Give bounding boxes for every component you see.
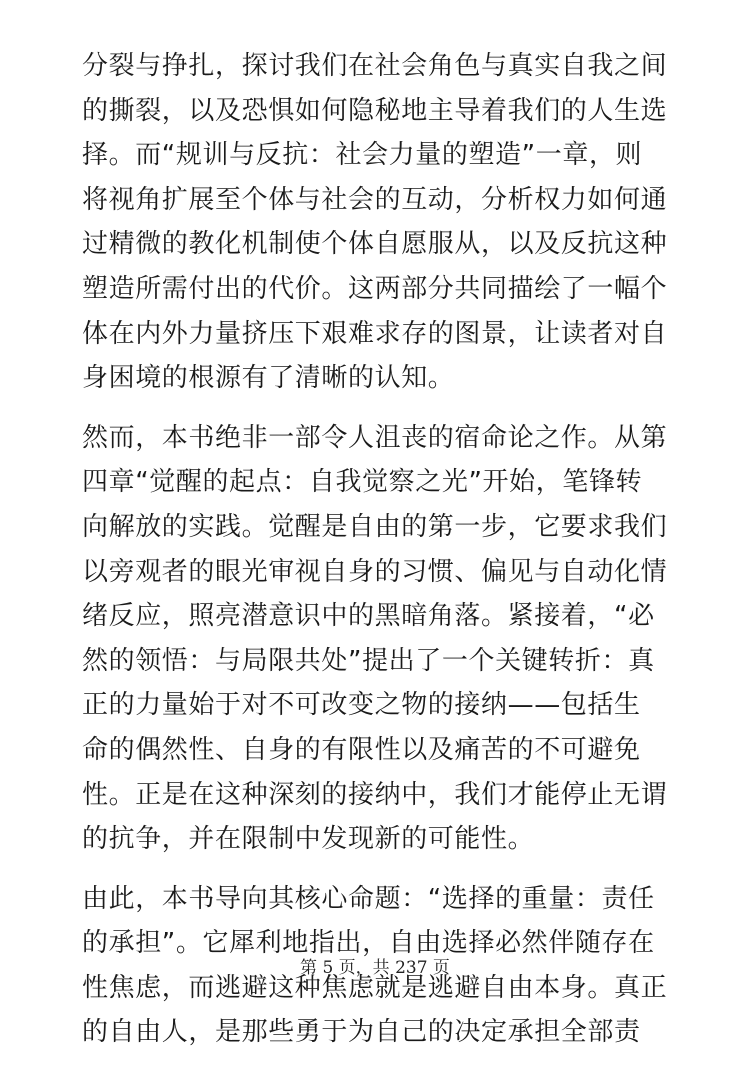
text-line: 择。而“规训与反抗：社会力量的塑造”一章，则 (82, 140, 643, 171)
text-line: 的承担”。它犀利地指出，自由选择必然伴随存在 (82, 928, 655, 959)
page-number-footer: 第 5 页，共 237 页 (300, 958, 450, 978)
text-line: 然的领悟：与局限共处”提出了一个关键转折：真 (82, 645, 655, 676)
text-line: 性焦虑，而逃避这种焦虑就是逃避自由本身。真正 (82, 972, 668, 1003)
paragraph-1 (82, 44, 672, 401)
text-line: 分裂与挣扎，探讨我们在社会角色与真实自我之间 (82, 51, 668, 81)
text-line: 过精微的教化机制使个体自愿服从，以及反抗这种 (82, 229, 668, 260)
text-line: 由此，本书导向其核心命题：“选择的重量：责任 (82, 883, 655, 914)
text-line: 向解放的实践。觉醒是自由的第一步，它要求我们 (82, 511, 668, 542)
text-line: 体在内外力量挤压下艰难求存的图景，让读者对自 (82, 318, 668, 349)
text-line: 四章“觉醒的起点：自我觉察之光”开始，笔锋转 (82, 467, 643, 498)
text-line: 将视角扩展至个体与社会的互动，分析权力如何通 (82, 184, 668, 215)
text-line: 塑造所需付出的代价。这两部分共同描绘了一幅个 (82, 273, 668, 304)
text-line: 以旁观者的眼光审视自身的习惯、偏见与自动化情 (82, 556, 668, 587)
text-line: 的自由人，是那些勇于为自己的决定承担全部责 (82, 1017, 641, 1048)
text-line: 绪反应，照亮潜意识中的黑暗角落。紧接着，“必 (82, 601, 655, 632)
text-line: 性。正是在这种深刻的接纳中，我们才能停止无谓 (82, 779, 668, 810)
text-line: 然而，本书绝非一部令人沮丧的宿命论之作。从第 (82, 422, 668, 453)
text-line: 命的偶然性、自身的有限性以及痛苦的不可避免 (82, 734, 641, 765)
body-text (82, 44, 672, 1070)
text-line: 正的力量始于对不可改变之物的接纳——包括生 (82, 690, 641, 721)
text-line: 的撕裂，以及恐惧如何隐秘地主导着我们的人生选 (82, 95, 668, 126)
text-line: 的抗争，并在限制中发现新的可能性。 (82, 824, 535, 855)
text-line: 身困境的根源有了清晰的认知。 (82, 363, 455, 394)
paragraph-2 (82, 416, 672, 862)
